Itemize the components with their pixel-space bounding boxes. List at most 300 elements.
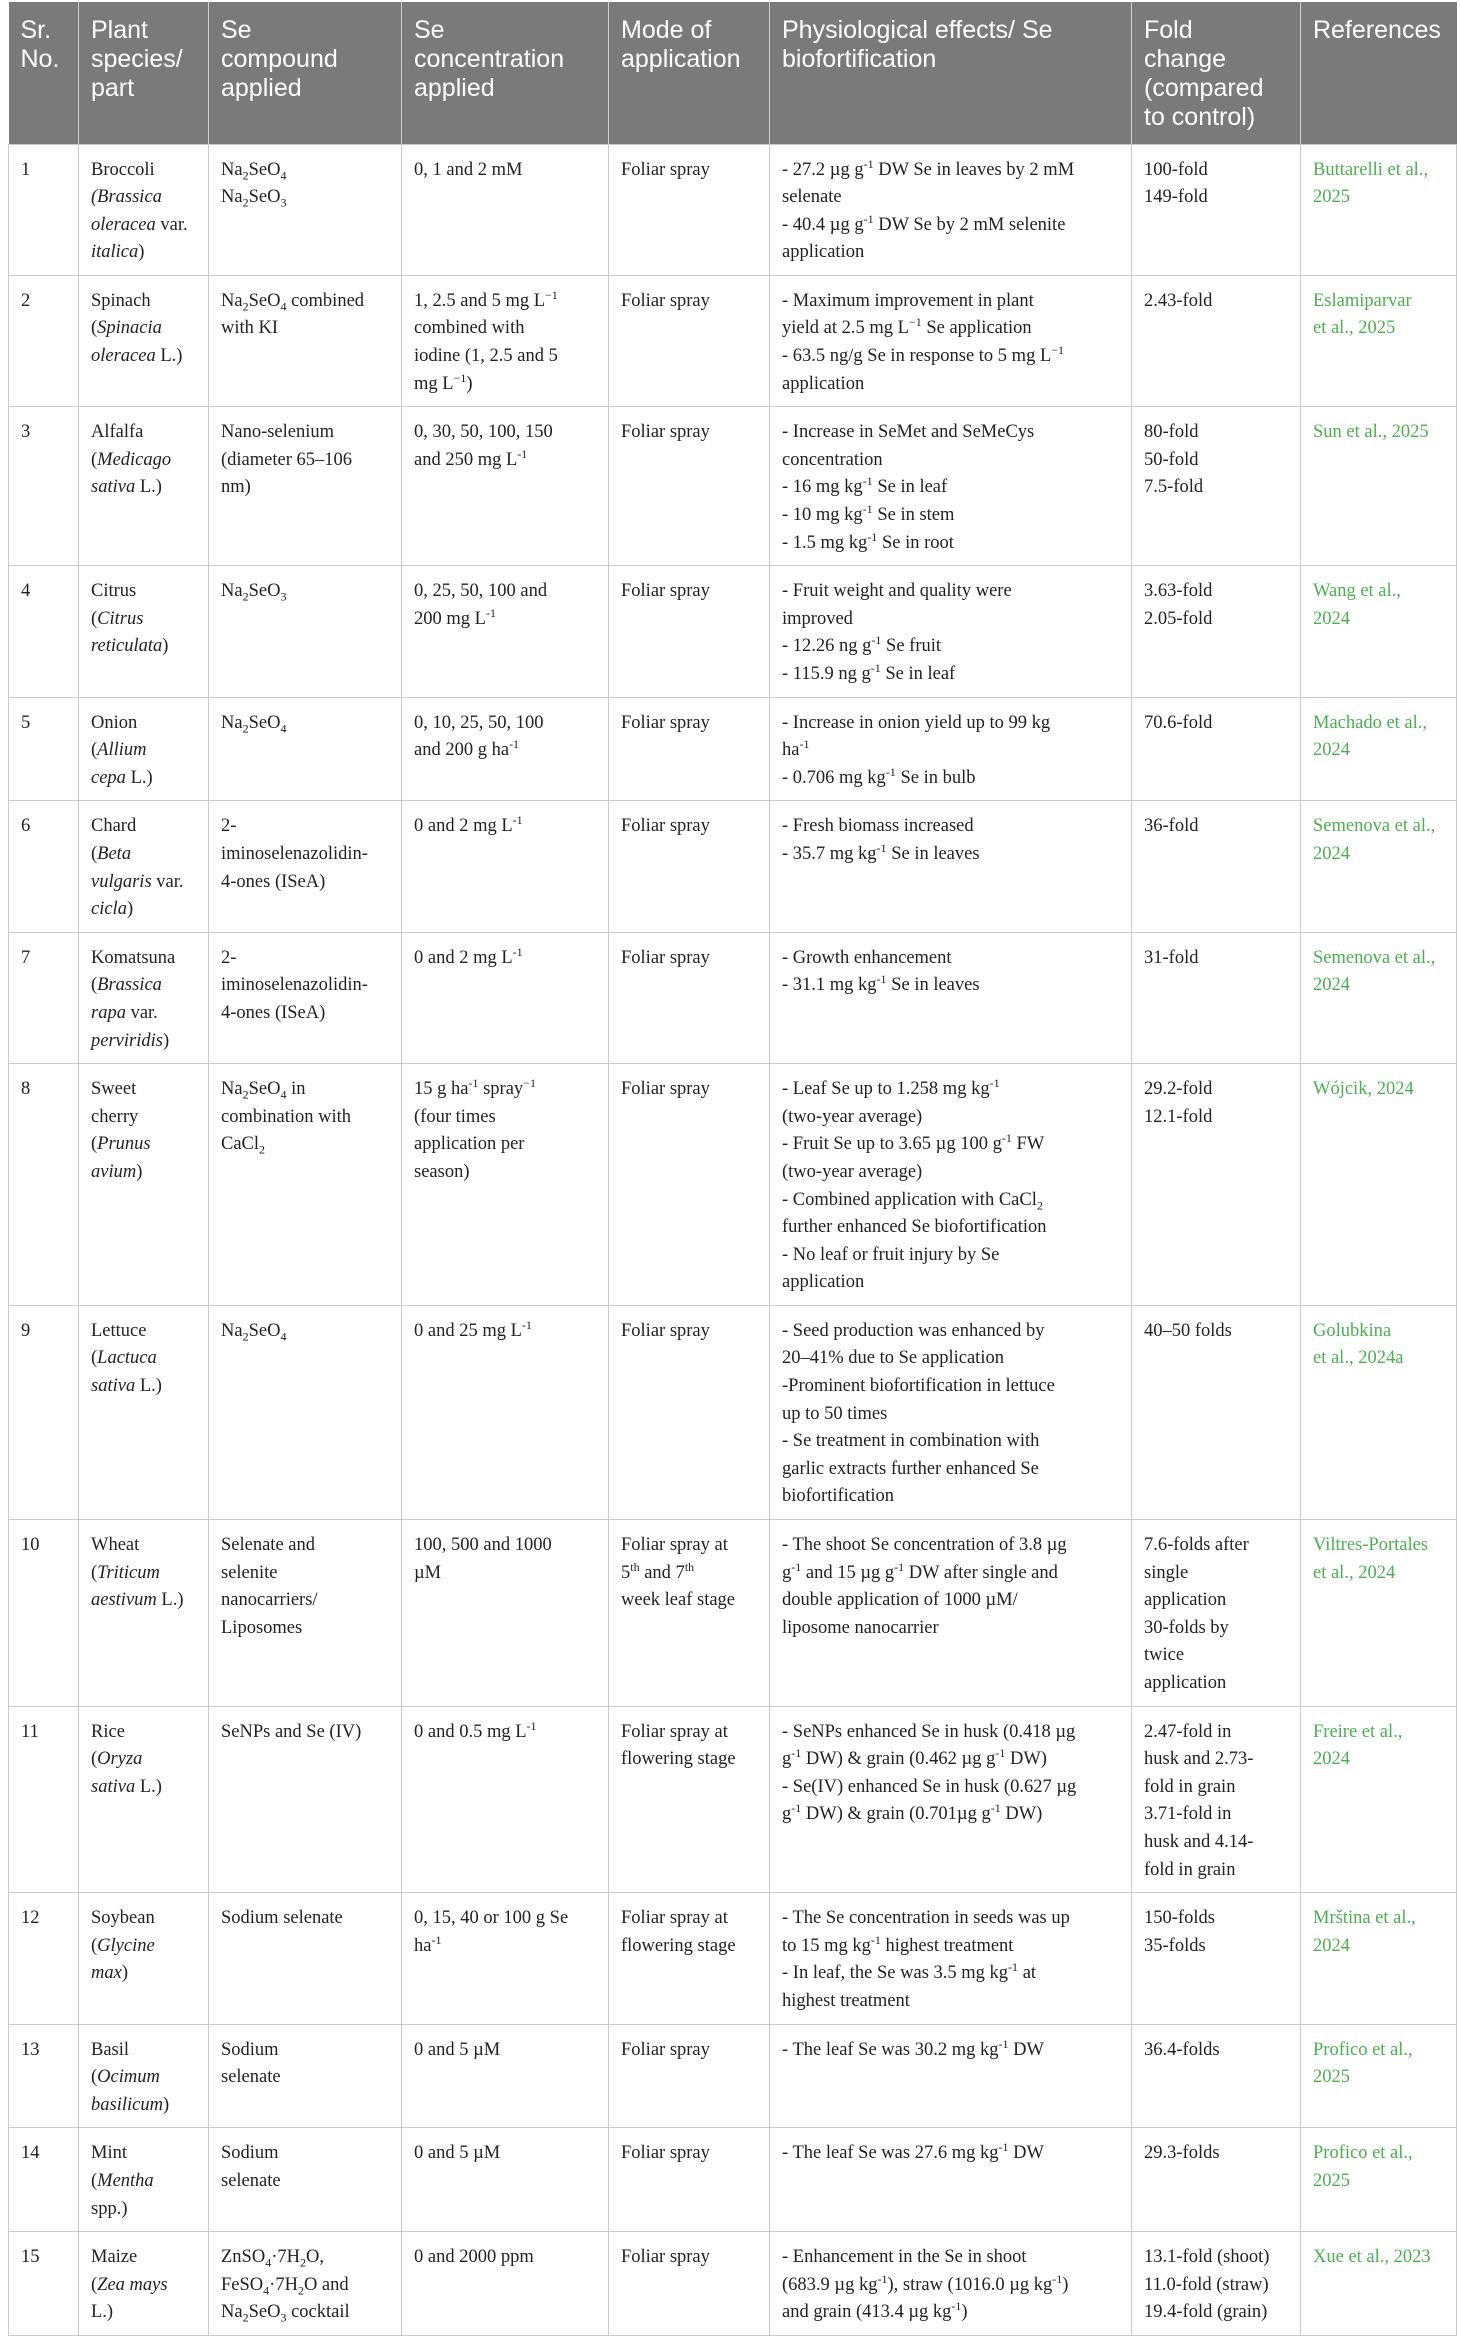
cell-fold-change bbox=[1132, 1893, 1301, 2024]
cell-line: up to 50 times bbox=[782, 1403, 888, 1424]
cell-line: 13 bbox=[21, 2039, 40, 2060]
reference-link[interactable]: Wang et al., bbox=[1313, 581, 1401, 602]
cell-line: - Combined application with CaCl$_2$ bbox=[782, 1189, 1043, 1213]
cell-line: 6 bbox=[21, 816, 31, 837]
reference-link[interactable]: Semenova et al., bbox=[1313, 816, 1436, 837]
cell-line: 0, 15, 40 or 100 g Se bbox=[414, 1908, 569, 1929]
cell-line: - No leaf or fruit injury by Se bbox=[782, 1244, 1000, 1265]
table-row bbox=[9, 144, 1457, 275]
cell-reference[interactable] bbox=[1301, 2232, 1457, 2336]
cell-reference[interactable] bbox=[1301, 932, 1457, 1063]
cell-line: $ha^{-1}$ bbox=[782, 737, 810, 761]
cell-line: - 27.2 µg $g^{-1}$ DW Se in leaves by 2 mM bbox=[782, 156, 1075, 180]
reference-link[interactable]: 2025 bbox=[1313, 2067, 1350, 2088]
cell-line: 8 bbox=[21, 1079, 31, 1100]
reference-link[interactable]: Mrština et al., bbox=[1313, 1908, 1416, 1929]
cell-se-concentration bbox=[402, 275, 609, 406]
cell-line: 150-folds bbox=[1144, 1908, 1215, 1929]
table-row bbox=[9, 801, 1457, 932]
cell-line: avium) bbox=[91, 1161, 143, 1182]
cell-line: 100-fold bbox=[1144, 159, 1208, 180]
cell-fold-change bbox=[1132, 932, 1301, 1063]
cell-line: perviridis) bbox=[91, 1030, 170, 1051]
table-body bbox=[9, 144, 1457, 2335]
reference-link[interactable]: Freire et al., bbox=[1313, 1721, 1403, 1742]
cell-reference[interactable] bbox=[1301, 697, 1457, 801]
reference-link[interactable]: 2025 bbox=[1313, 187, 1350, 208]
cell-line: - 16 mg $kg^{-1}$ Se in leaf bbox=[782, 474, 948, 498]
cell-physiological-effects bbox=[770, 407, 1132, 566]
cell-physiological-effects bbox=[770, 2128, 1132, 2232]
reference-link[interactable]: 2024 bbox=[1313, 975, 1350, 996]
cell-line: iminoselenazolidin- bbox=[221, 843, 368, 864]
cell-reference[interactable] bbox=[1301, 2024, 1457, 2128]
reference-link[interactable]: Buttarelli et al., bbox=[1313, 159, 1429, 180]
reference-link[interactable]: et al., 2024a bbox=[1313, 1348, 1404, 1369]
reference-link[interactable]: 2025 bbox=[1313, 2170, 1350, 2191]
cell-line: (Mentha bbox=[91, 2170, 154, 2191]
cell-line: - Leaf Se up to 1.258 mg $kg^{-1}$ bbox=[782, 1075, 1000, 1100]
cell-mode-of-application bbox=[609, 932, 770, 1063]
header-se-compound bbox=[209, 2, 402, 144]
cell-plant-species bbox=[79, 1706, 209, 1893]
cell-line: vulgaris var. bbox=[91, 871, 184, 892]
cell-line: Foliar spray at bbox=[621, 1721, 728, 1742]
cell-line: Maize bbox=[91, 2247, 138, 2268]
header-line: (compared bbox=[1144, 74, 1264, 102]
cell-mode-of-application bbox=[609, 2232, 770, 2336]
cell-line: selenate bbox=[782, 187, 842, 208]
cell-line: Liposomes bbox=[221, 1617, 303, 1638]
table-row bbox=[9, 275, 1457, 406]
cell-plant-species bbox=[79, 275, 209, 406]
cell-se-concentration bbox=[402, 1893, 609, 2024]
cell-line: $Na_2SeO_4$ bbox=[221, 712, 287, 736]
cell-fold-change bbox=[1132, 2232, 1301, 2336]
cell-sr-no bbox=[9, 407, 79, 566]
cell-line: selenate bbox=[221, 2170, 281, 2191]
cell-reference[interactable] bbox=[1301, 1064, 1457, 1306]
header-line: Se bbox=[414, 16, 445, 44]
cell-line: nm) bbox=[221, 477, 251, 498]
cell-line: -Prominent biofortification in lettuce bbox=[782, 1376, 1055, 1397]
cell-line: Foliar spray bbox=[621, 159, 710, 180]
cell-line: oleracea L.) bbox=[91, 346, 183, 367]
cell-plant-species bbox=[79, 1064, 209, 1306]
cell-mode-of-application bbox=[609, 1893, 770, 2024]
cell-line: - In leaf, the Se was 3.5 mg $kg^{-1}$ at bbox=[782, 1960, 1037, 1984]
cell-line: 36.4-folds bbox=[1144, 2039, 1220, 2060]
cell-line: $FeSO_4\cdot 7H_2O$ and bbox=[221, 2274, 349, 2298]
reference-link[interactable]: Machado et al., bbox=[1313, 712, 1428, 733]
cell-se-concentration bbox=[402, 932, 609, 1063]
cell-line: 1, 2.5 and 5 mg $L^{-1}$ bbox=[414, 287, 558, 311]
cell-line: $ZnSO_4\cdot 7H_2O$, bbox=[221, 2247, 324, 2270]
header-mode-of-application bbox=[609, 2, 770, 144]
cell-line: (two-year average) bbox=[782, 1161, 923, 1182]
cell-reference[interactable] bbox=[1301, 407, 1457, 566]
cell-physiological-effects bbox=[770, 1520, 1132, 1707]
cell-line: Mint bbox=[91, 2143, 127, 2164]
cell-fold-change bbox=[1132, 407, 1301, 566]
cell-line: nanocarriers/ bbox=[221, 1590, 318, 1611]
reference-link[interactable]: Profico et al., bbox=[1313, 2143, 1413, 2164]
cell-sr-no bbox=[9, 144, 79, 275]
cell-physiological-effects bbox=[770, 566, 1132, 697]
cell-line: 2.47-fold in bbox=[1144, 1721, 1232, 1742]
cell-physiological-effects bbox=[770, 932, 1132, 1063]
cell-line: reticulata) bbox=[91, 636, 169, 657]
cell-line: $Na_2SeO_4$ bbox=[221, 159, 287, 183]
cell-line: Komatsuna bbox=[91, 947, 176, 968]
cell-fold-change bbox=[1132, 144, 1301, 275]
reference-link[interactable]: 2024 bbox=[1313, 1935, 1350, 1956]
cell-line: application bbox=[1144, 1590, 1227, 1611]
cell-line: Nano-selenium bbox=[221, 422, 335, 443]
header-line: to control) bbox=[1144, 103, 1256, 131]
cell-line: 20–41% due to Se application bbox=[782, 1348, 1004, 1369]
cell-line: µM bbox=[414, 1562, 442, 1583]
cell-line: - 10 mg $kg^{-1}$ Se in stem bbox=[782, 501, 955, 526]
cell-line: $Na_2SeO_4$ combined bbox=[221, 290, 365, 314]
cell-line: CaCl$_2$ bbox=[221, 1134, 266, 1157]
cell-plant-species bbox=[79, 2128, 209, 2232]
cell-line: 0 and 2 mg $L^{-1}$ bbox=[414, 944, 523, 968]
cell-line: 12 bbox=[21, 1908, 40, 1929]
cell-line: biofortification bbox=[782, 1486, 894, 1507]
reference-link[interactable]: 2024 bbox=[1313, 740, 1350, 761]
cell-line: Spinach bbox=[91, 290, 151, 311]
cell-line: iminoselenazolidin- bbox=[221, 975, 368, 996]
reference-link[interactable]: 2024 bbox=[1313, 843, 1350, 864]
header-line: part bbox=[91, 74, 135, 102]
cell-se-concentration bbox=[402, 2232, 609, 2336]
cell-line: (Zea mays bbox=[91, 2274, 168, 2295]
reference-link[interactable]: Xue et al., 2023 bbox=[1313, 2247, 1431, 2268]
cell-reference[interactable] bbox=[1301, 801, 1457, 932]
cell-reference[interactable] bbox=[1301, 1893, 1457, 2024]
cell-se-compound bbox=[209, 932, 402, 1063]
reference-link[interactable]: Sun et al., 2025 bbox=[1313, 422, 1429, 443]
cell-line: 3.71-fold in bbox=[1144, 1804, 1232, 1825]
cell-line: Lettuce bbox=[91, 1320, 147, 1341]
cell-line: and 200 g $ha^{-1}$ bbox=[414, 737, 520, 761]
table-row bbox=[9, 407, 1457, 566]
cell-line: Citrus bbox=[91, 581, 137, 602]
cell-line: (Medicago bbox=[91, 449, 172, 470]
cell-line: Foliar spray bbox=[621, 2143, 710, 2164]
cell-line: Sodium bbox=[221, 2143, 279, 2164]
cell-se-compound bbox=[209, 1064, 402, 1306]
header-line: biofortification bbox=[782, 45, 937, 73]
cell-line: highest treatment bbox=[782, 1990, 910, 2011]
cell-line: - Maximum improvement in plant bbox=[782, 290, 1034, 311]
cell-line: 149-fold bbox=[1144, 187, 1208, 208]
cell-line: 12.1-fold bbox=[1144, 1106, 1213, 1127]
cell-line: - Enhancement in the Se in shoot bbox=[782, 2247, 1027, 2268]
cell-line: 3.63-fold bbox=[1144, 581, 1213, 602]
cell-plant-species bbox=[79, 1893, 209, 2024]
header-references bbox=[1301, 2, 1457, 144]
cell-line: 11.0-fold (straw) bbox=[1144, 2274, 1269, 2295]
cell-line: - Fruit Se up to 3.65 µg 100 $g^{-1}$ FW bbox=[782, 1131, 1045, 1155]
cell-line: - 35.7 mg $kg^{-1}$ Se in leaves bbox=[782, 840, 980, 864]
cell-line: 9 bbox=[21, 1320, 31, 1341]
cell-line: - The shoot Se concentration of 3.8 µg bbox=[782, 1535, 1067, 1556]
cell-line: application bbox=[782, 373, 865, 394]
cell-se-compound bbox=[209, 1305, 402, 1519]
cell-line: basilicum) bbox=[91, 2094, 170, 2115]
cell-line: 80-fold bbox=[1144, 422, 1199, 443]
cell-fold-change bbox=[1132, 2024, 1301, 2128]
cell-line: sativa L.) bbox=[91, 1376, 162, 1397]
cell-line: $ha^{-1}$ bbox=[414, 1932, 442, 1956]
cell-line: sativa L.) bbox=[91, 1776, 162, 1797]
cell-line: husk and 2.73- bbox=[1144, 1749, 1254, 1770]
cell-line: Sweet bbox=[91, 1079, 137, 1100]
cell-line: twice bbox=[1144, 1645, 1185, 1666]
cell-line: (Beta bbox=[91, 843, 132, 864]
cell-reference[interactable] bbox=[1301, 2128, 1457, 2232]
cell-line: single bbox=[1144, 1562, 1189, 1583]
cell-line: - Se(IV) enhanced Se in husk (0.627 µg bbox=[782, 1776, 1077, 1797]
cell-line: Alfalfa bbox=[91, 422, 144, 443]
cell-line: - Seed production was enhanced by bbox=[782, 1320, 1045, 1341]
cell-reference[interactable] bbox=[1301, 566, 1457, 697]
header-line: Sr. bbox=[20, 16, 52, 44]
cell-plant-species bbox=[79, 2024, 209, 2128]
cell-se-compound bbox=[209, 407, 402, 566]
cell-line: - Increase in SeMet and SeMeCys bbox=[782, 422, 1035, 443]
cell-reference[interactable] bbox=[1301, 275, 1457, 406]
header-line: concentration bbox=[414, 45, 565, 73]
cell-line: week leaf stage bbox=[621, 1590, 736, 1611]
cell-line: 11 bbox=[21, 1721, 39, 1742]
cell-line: Sodium selenate bbox=[221, 1908, 343, 1929]
cell-line: - 1.5 mg $kg^{-1}$ Se in root bbox=[782, 529, 954, 553]
cell-line: $Na_2SeO_3$ bbox=[221, 581, 287, 604]
cell-se-concentration bbox=[402, 697, 609, 801]
cell-line: $Na_2SeO_3$ bbox=[221, 187, 287, 210]
cell-line: Foliar spray bbox=[621, 422, 710, 443]
cell-line: cherry bbox=[91, 1106, 139, 1127]
cell-plant-species bbox=[79, 407, 209, 566]
reference-link[interactable]: et al., 2024 bbox=[1313, 1562, 1396, 1583]
cell-line: 31-fold bbox=[1144, 947, 1199, 968]
cell-line: $g^{-1}$ DW) & grain (0.462 µg $g^{-1}$ DW) bbox=[782, 1746, 1047, 1770]
cell-line: application bbox=[1144, 1673, 1227, 1693]
reference-link[interactable]: Viltres-Portales bbox=[1313, 1535, 1429, 1556]
cell-line: $Na_2SeO_4$ bbox=[221, 1320, 287, 1344]
cell-line: (Triticum bbox=[91, 1562, 160, 1583]
reference-link[interactable]: et al., 2025 bbox=[1313, 318, 1396, 339]
cell-line: $g^{-1}$ and 15 µg $g^{-1}$ DW after single and bbox=[782, 1559, 1058, 1583]
cell-se-compound bbox=[209, 1706, 402, 1893]
table-row bbox=[9, 1064, 1457, 1306]
cell-se-concentration bbox=[402, 1706, 609, 1893]
cell-line: (Prunus bbox=[91, 1134, 151, 1155]
cell-physiological-effects bbox=[770, 697, 1132, 801]
table-row bbox=[9, 566, 1457, 697]
cell-line: husk and 4.14- bbox=[1144, 1831, 1254, 1852]
reference-link[interactable]: 2024 bbox=[1313, 608, 1350, 629]
header-physiological-effects bbox=[770, 2, 1132, 144]
cell-fold-change bbox=[1132, 566, 1301, 697]
cell-sr-no bbox=[9, 2128, 79, 2232]
cell-fold-change bbox=[1132, 2128, 1301, 2232]
cell-line: Foliar spray bbox=[621, 1079, 710, 1100]
cell-line: Rice bbox=[91, 1721, 125, 1742]
cell-line: application per bbox=[414, 1134, 525, 1155]
cell-line: 30-folds by bbox=[1144, 1617, 1229, 1638]
cell-line: aestivum L.) bbox=[91, 1590, 184, 1611]
header-sr-no bbox=[9, 2, 79, 144]
cell-line: yield at 2.5 mg $L^{-1}$ Se application bbox=[782, 315, 1032, 339]
cell-line: 2.43-fold bbox=[1144, 290, 1213, 311]
cell-mode-of-application bbox=[609, 1520, 770, 1707]
cell-plant-species bbox=[79, 144, 209, 275]
cell-fold-change bbox=[1132, 1064, 1301, 1306]
cell-line: 0 and 2 mg $L^{-1}$ bbox=[414, 813, 523, 837]
cell-line: Soybean bbox=[91, 1908, 155, 1929]
cell-line: 35-folds bbox=[1144, 1935, 1206, 1956]
cell-line: 7 bbox=[21, 947, 31, 968]
cell-line: (four times bbox=[414, 1106, 496, 1127]
cell-line: application bbox=[782, 1272, 865, 1293]
cell-line: 13.1-fold (shoot) bbox=[1144, 2247, 1270, 2268]
cell-physiological-effects bbox=[770, 2232, 1132, 2336]
cell-mode-of-application bbox=[609, 2024, 770, 2128]
cell-line: and 250 mg $L^{-1}$ bbox=[414, 446, 528, 470]
cell-se-concentration bbox=[402, 2128, 609, 2232]
cell-reference[interactable] bbox=[1301, 1520, 1457, 1707]
cell-line: concentration bbox=[782, 449, 883, 470]
cell-line: (Ocimum bbox=[91, 2067, 160, 2088]
cell-line: 19.4-fold (grain) bbox=[1144, 2302, 1268, 2323]
cell-line: (diameter 65–106 bbox=[221, 449, 352, 470]
cell-line: - The leaf Se was 27.6 mg $kg^{-1}$ DW bbox=[782, 2140, 1044, 2164]
cell-se-concentration bbox=[402, 144, 609, 275]
header-line: species/ bbox=[91, 45, 183, 73]
cell-line: - 0.706 mg $kg^{-1}$ Se in bulb bbox=[782, 764, 976, 788]
cell-line: Foliar spray at bbox=[621, 1908, 728, 1929]
reference-link[interactable]: Semenova et al., bbox=[1313, 947, 1436, 968]
cell-plant-species bbox=[79, 566, 209, 697]
cell-line: fold in grain bbox=[1144, 1776, 1236, 1797]
cell-fold-change bbox=[1132, 275, 1301, 406]
cell-se-compound bbox=[209, 2232, 402, 2336]
cell-sr-no bbox=[9, 1520, 79, 1707]
cell-physiological-effects bbox=[770, 275, 1132, 406]
cell-line: Broccoli bbox=[91, 159, 155, 180]
cell-physiological-effects bbox=[770, 1706, 1132, 1893]
header-line: applied bbox=[414, 74, 495, 102]
cell-line: $Na_2SeO_4$ in bbox=[221, 1079, 306, 1102]
cell-se-compound bbox=[209, 1893, 402, 2024]
cell-physiological-effects bbox=[770, 801, 1132, 932]
cell-line: 29.3-folds bbox=[1144, 2143, 1220, 2164]
cell-line: mg $L^{-1}$) bbox=[414, 370, 473, 394]
reference-link[interactable]: Eslamiparvar bbox=[1313, 290, 1412, 311]
cell-line: Onion bbox=[91, 712, 138, 733]
cell-line: Foliar spray bbox=[621, 816, 710, 837]
cell-line: SeNPs and Se (IV) bbox=[221, 1721, 362, 1742]
cell-sr-no bbox=[9, 801, 79, 932]
reference-link[interactable]: Golubkina bbox=[1313, 1320, 1392, 1341]
cell-line: 2 bbox=[21, 290, 31, 311]
cell-sr-no bbox=[9, 2232, 79, 2336]
cell-sr-no bbox=[9, 1064, 79, 1306]
cell-line: - Increase in onion yield up to 99 kg bbox=[782, 712, 1051, 733]
table-row bbox=[9, 1706, 1457, 1893]
cell-line: - 12.26 ng $g^{-1}$ Se fruit bbox=[782, 633, 942, 657]
cell-physiological-effects bbox=[770, 1064, 1132, 1306]
cell-fold-change bbox=[1132, 1520, 1301, 1707]
cell-se-concentration bbox=[402, 1305, 609, 1519]
cell-se-compound bbox=[209, 566, 402, 697]
header-line: change bbox=[1144, 45, 1227, 73]
cell-line: cepa L.) bbox=[91, 767, 153, 788]
cell-mode-of-application bbox=[609, 1064, 770, 1306]
cell-reference[interactable] bbox=[1301, 1706, 1457, 1893]
cell-line: 0 and 5 µM bbox=[414, 2039, 501, 2060]
cell-sr-no bbox=[9, 566, 79, 697]
cell-line: - Se treatment in combination with bbox=[782, 1431, 1040, 1452]
cell-physiological-effects bbox=[770, 2024, 1132, 2128]
cell-line: - 40.4 µg $g^{-1}$ DW Se by 2 mM selenite bbox=[782, 211, 1066, 235]
header-line: No. bbox=[20, 45, 60, 73]
cell-se-compound bbox=[209, 801, 402, 932]
cell-mode-of-application bbox=[609, 801, 770, 932]
reference-link[interactable]: 2024 bbox=[1313, 1749, 1350, 1770]
cell-line: 0, 10, 25, 50, 100 bbox=[414, 712, 544, 733]
cell-line: and grain (413.4 µg $kg^{-1}$) bbox=[782, 2299, 968, 2323]
reference-link[interactable]: Profico et al., bbox=[1313, 2039, 1413, 2060]
cell-physiological-effects bbox=[770, 1305, 1132, 1519]
cell-se-concentration bbox=[402, 1520, 609, 1707]
cell-line: Foliar spray bbox=[621, 290, 710, 311]
cell-line: to 15 mg $kg^{-1}$ highest treatment bbox=[782, 1932, 1014, 1956]
cell-sr-no bbox=[9, 932, 79, 1063]
cell-line: 1 bbox=[21, 159, 31, 180]
cell-line: (Citrus bbox=[91, 608, 144, 629]
reference-link[interactable]: Wójcik, 2024 bbox=[1313, 1079, 1414, 1100]
cell-line: Foliar spray bbox=[621, 947, 710, 968]
cell-line: 0, 1 and 2 mM bbox=[414, 159, 523, 180]
cell-line: Basil bbox=[91, 2039, 130, 2060]
cell-se-concentration bbox=[402, 2024, 609, 2128]
cell-line: further enhanced Se biofortification bbox=[782, 1217, 1047, 1238]
cell-line: spp.) bbox=[91, 2198, 128, 2219]
cell-plant-species bbox=[79, 2232, 209, 2336]
cell-line: (Oryza bbox=[91, 1749, 143, 1770]
header-line: Physiological effects/ Se bbox=[782, 16, 1053, 44]
cell-line: Foliar spray bbox=[621, 581, 710, 602]
cell-mode-of-application bbox=[609, 407, 770, 566]
cell-line: - Fresh biomass increased bbox=[782, 816, 974, 837]
cell-reference[interactable] bbox=[1301, 1305, 1457, 1519]
header-row bbox=[9, 2, 1457, 144]
cell-line: 0, 30, 50, 100, 150 bbox=[414, 422, 553, 443]
cell-line: Sodium bbox=[221, 2039, 279, 2060]
cell-reference[interactable] bbox=[1301, 144, 1457, 275]
cell-line: 4 bbox=[21, 581, 31, 602]
cell-line: 29.2-fold bbox=[1144, 1079, 1213, 1100]
header-line: References bbox=[1313, 16, 1441, 44]
cell-line: max) bbox=[91, 1963, 128, 1984]
cell-line: 4-ones (ISeA) bbox=[221, 1002, 326, 1023]
cell-line: italica) bbox=[91, 242, 145, 263]
